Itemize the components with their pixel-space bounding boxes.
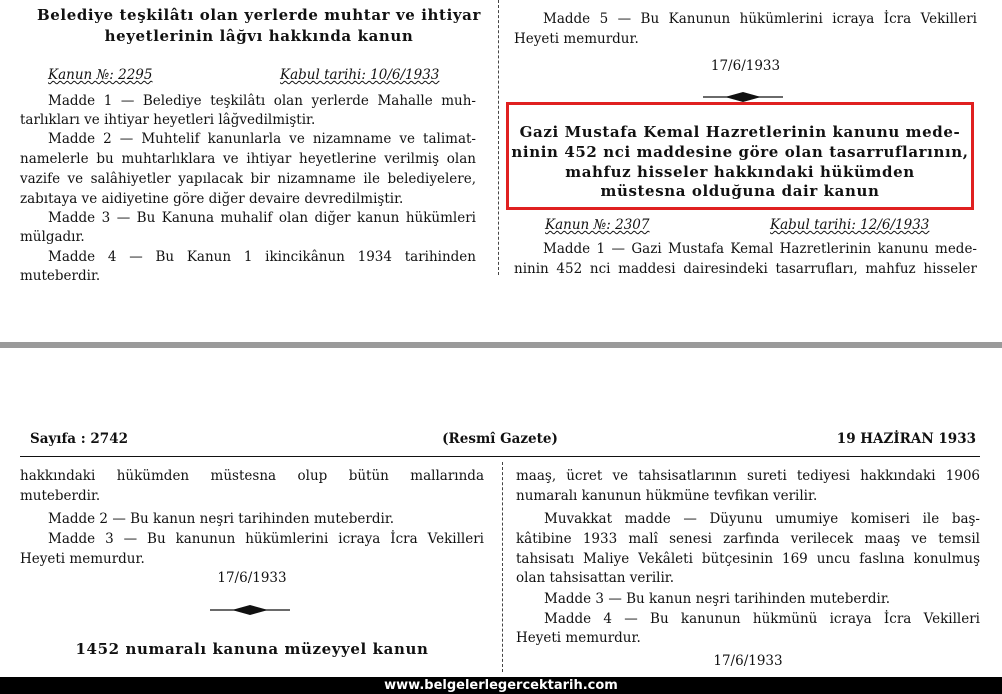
text-line: tahsisatı Maliye Vekâleti bütçesinin 169 uncu faslına konulmuş bbox=[516, 551, 980, 567]
text-line: Heyeti memurdur. bbox=[20, 551, 145, 567]
text-line: muteberdir. bbox=[20, 268, 101, 284]
gazette-name: (Resmî Gazete) bbox=[442, 431, 558, 447]
date-stamp: 17/6/1933 bbox=[710, 58, 781, 74]
text-line: numaralı kanunun hükmüne tevfikan verilir. bbox=[516, 488, 818, 504]
law-title-2307-line1: Gazi Mustafa Kemal Hazretlerinin kanunu mede- bbox=[519, 123, 961, 141]
acceptance-date-2295: Kabul tarihi: 10/6/1933 bbox=[280, 67, 440, 83]
acceptance-date-2307: Kabul tarihi: 12/6/1933 bbox=[770, 217, 930, 233]
law-title-2307-line2: ninin 452 nci maddesine göre olan tasarruflarının, bbox=[511, 143, 969, 161]
text-line: hakkındaki hükümden müstesna olup bütün mallarında bbox=[20, 468, 484, 484]
text-line: Madde 1 — Belediye teşkilâtı olan yerlerde Mahalle muh- bbox=[48, 93, 476, 109]
ornament-divider-icon bbox=[210, 603, 290, 617]
law-number-2307: Kanun №: 2307 bbox=[545, 217, 650, 233]
date-stamp: 17/6/1933 bbox=[713, 653, 783, 669]
law-title-2295-line2: heyetlerinin lâğvı hakkında kanun bbox=[104, 27, 414, 45]
text-line: Madde 2 — Bu kanun neşri tarihinden muteberdir. bbox=[48, 511, 395, 527]
text-line: Madde 2 — Muhtelif kanunlarla ve nizamname ve talimat- bbox=[48, 131, 476, 147]
text-line: Madde 4 — Bu Kanun 1 ikincikânun 1934 tarihinden bbox=[48, 249, 476, 265]
text-line: Madde 5 — Bu Kanunun hükümlerini icraya İcra Vekilleri bbox=[543, 11, 977, 27]
text-line: maaş, ücret ve tahsisatlarının sureti tediyesi hakkındaki 1906 bbox=[516, 468, 980, 484]
text-line: namelerle bu muhtarlıklara ve ihtiyar heyetlerine verilmiş olan bbox=[20, 151, 476, 167]
law-number-2295: Kanun №: 2295 bbox=[48, 67, 153, 83]
law-title-2307-line3: mahfuz hisseler hakkındaki hükümden bbox=[565, 163, 915, 181]
column-divider bbox=[498, 0, 499, 275]
text-line: tarlıkları ve ihtiyar heyetleri lâğvedilmiştir. bbox=[20, 112, 316, 128]
text-line: Heyeti memurdur. bbox=[516, 630, 641, 646]
text-line: Muvakkat madde — Düyunu umumiye komiseri ile baş- bbox=[544, 511, 980, 527]
law-title-2307-line4: müstesna olduğuna dair kanun bbox=[600, 182, 880, 200]
text-line: Madde 3 — Bu kanun neşri tarihinden muteberdir. bbox=[544, 591, 891, 607]
header-rule bbox=[20, 456, 980, 457]
text-line: Madde 4 — Bu kanunun hükmünü icraya İcra Vekilleri bbox=[544, 611, 980, 627]
date-stamp: 17/6/1933 bbox=[217, 570, 287, 586]
page-separator bbox=[0, 342, 1002, 348]
text-line: Madde 3 — Bu kanunun hükümlerini icraya İcra Vekilleri bbox=[48, 531, 484, 547]
text-line: vazife ve salâhiyetler yapılacak bir nizamname ile belediyelere, bbox=[20, 171, 476, 187]
column-divider bbox=[502, 462, 503, 672]
issue-date: 19 HAZİRAN 1933 bbox=[836, 431, 976, 447]
text-line: Heyeti memurdur. bbox=[514, 31, 639, 47]
website-watermark: www.belgelerlegercektarih.com bbox=[384, 678, 618, 693]
text-line: mülgadır. bbox=[20, 229, 85, 245]
law-title-1452-amendment: 1452 numaralı kanuna müzeyyel kanun bbox=[75, 640, 429, 658]
law-title-2295-line1: Belediye teşkilâtı olan yerlerde muhtar ve ihtiyar bbox=[36, 6, 482, 24]
text-line: zabıtaya ve aidiyetine göre diğer devaire devredilmiştir. bbox=[20, 191, 404, 207]
text-line: kâtibine 1933 malî senesi zarfında verilecek maaş ve temsil bbox=[516, 531, 980, 547]
text-line: ninin 452 nci maddesi dairesindeki tasarrufları, mahfuz hisseler bbox=[514, 261, 977, 277]
text-line: Madde 3 — Bu Kanuna muhalif olan diğer kanun hükümleri bbox=[48, 210, 476, 226]
text-line: Madde 1 — Gazi Mustafa Kemal Hazretlerinin kanunu mede- bbox=[543, 241, 977, 257]
text-line: olan tahsisattan verilir. bbox=[516, 570, 675, 586]
text-line: muteberdir. bbox=[20, 488, 101, 504]
page-number: Sayıfa : 2742 bbox=[30, 431, 128, 447]
